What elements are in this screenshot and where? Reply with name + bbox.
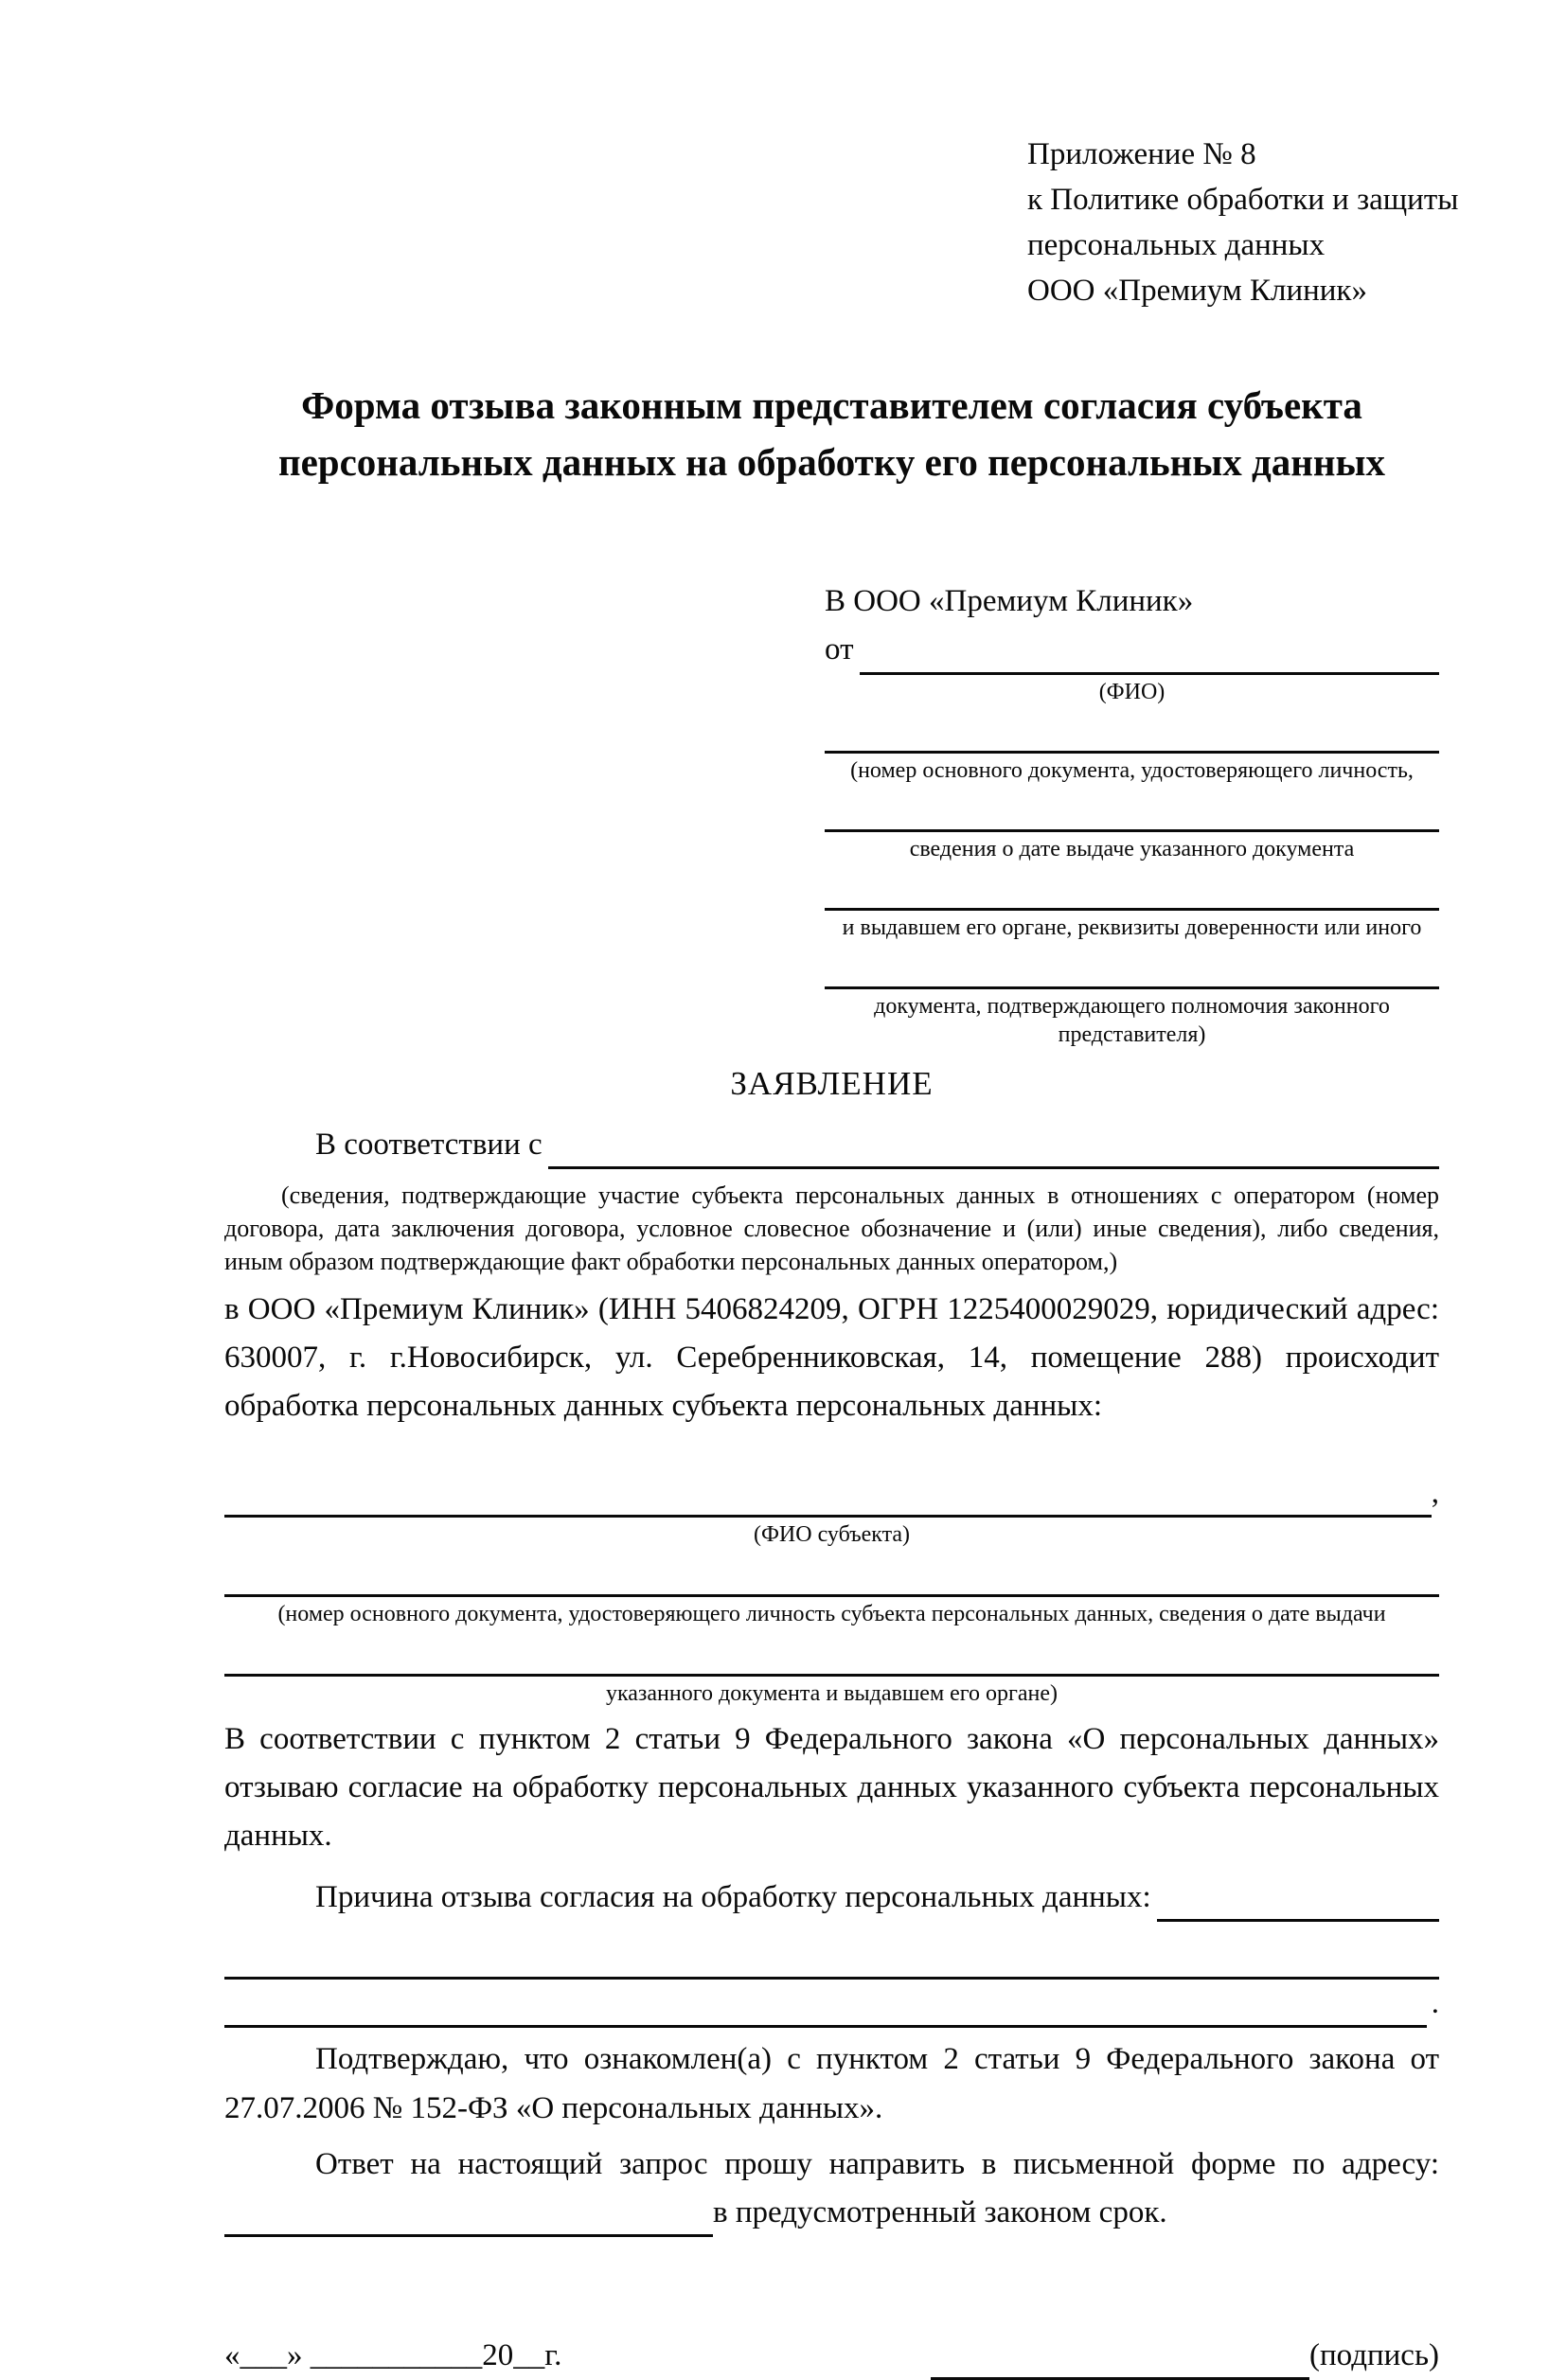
- addressee-block: [825, 577, 1439, 1048]
- subject-fio-caption: (ФИО субъекта): [753, 1521, 911, 1547]
- title-line-1: Форма отзыва законным представителем согласия субъекта: [301, 383, 1362, 428]
- subject-doc-blank-line-2: [224, 1628, 1439, 1677]
- statement-heading: ЗАЯВЛЕНИЕ: [730, 1064, 934, 1102]
- issuer-caption: и выдавшем его органе, реквизиты доверенности или иного: [842, 915, 1422, 940]
- issue-date-blank-line: [825, 785, 1439, 832]
- issuer-blank-line: [825, 863, 1439, 911]
- from-row: [825, 626, 1439, 674]
- appendix-line-number: Приложение № 8: [1027, 137, 1256, 171]
- document-title: [224, 378, 1439, 490]
- reply-address-row: [224, 2189, 1439, 2237]
- comma-suffix: ,: [1431, 1475, 1439, 1510]
- reason-label: Причина отзыва согласия на обработку персональных данных:: [315, 1880, 1151, 1915]
- reason-row: [224, 1874, 1439, 1922]
- reply-address-blank-line: [224, 2193, 713, 2237]
- withdrawal-paragraph: В соответствии с пунктом 2 статьи 9 Федерального закона «О персональных данных» отзываю согласие на обработку персональных данных указанного субъекта персональных данных.: [224, 1721, 1439, 1854]
- signature-footer: [224, 2332, 1439, 2380]
- signature-caption: (подпись): [1309, 2338, 1439, 2373]
- subject-doc-caption-1: (номер основного документа, удостоверяющего личность субъекта персональных данных, сведения о дате выдачи: [277, 1601, 1386, 1626]
- reply-deadline-text: в предусмотренный законом срок.: [713, 2194, 1167, 2229]
- reason-blank-line-1: [1157, 1919, 1439, 1922]
- representative-fio-blank-line: [860, 672, 1440, 675]
- appendix-line-company: ООО «Премиум Клиник»: [1027, 273, 1367, 308]
- reply-request-paragraph: Ответ на настоящий запрос прошу направить в письменной форме по адресу:: [315, 2146, 1439, 2181]
- subject-doc-caption-2: указанного документа и выдавшем его органе): [605, 1680, 1059, 1706]
- reason-end-row: [224, 1980, 1439, 2028]
- doc-number-caption: (номер основного документа, удостоверяющего личность,: [850, 757, 1414, 783]
- basis-blank-line: [548, 1166, 1439, 1169]
- addressee-organization: В ООО «Премиум Клиник»: [825, 584, 1194, 619]
- reason-blank-line-2: [224, 1922, 1439, 1980]
- appendix-line-policy: к Политике обработки и защиты: [1027, 182, 1459, 217]
- title-line-2: персональных данных на обработку его персональных данных: [277, 439, 1386, 484]
- doc-number-blank-line: [825, 706, 1439, 754]
- authority-caption: документа, подтверждающего полномочия законного представителя): [874, 993, 1390, 1047]
- fio-caption: (ФИО): [1098, 679, 1166, 704]
- issue-date-caption: сведения о дате выдаче указанного документа: [909, 836, 1355, 861]
- from-label: от: [825, 632, 854, 667]
- appendix-block: [1027, 133, 1459, 313]
- appendix-line-personal-data: персональных данных: [1027, 227, 1326, 262]
- signature-blank-line: [931, 2339, 1309, 2380]
- basis-note: (сведения, подтверждающие участие субъекта персональных данных в отношениях с оператором (номер договора, дата заключения договора, условное словесное обозначение и (или) иные сведения), либо сведения, иным образом подтверждающие факт обработки персональных данных оператором,): [224, 1181, 1439, 1276]
- subject-fio-blank-line: [224, 1477, 1432, 1518]
- subject-fio-row: [224, 1469, 1439, 1518]
- basis-label: В соответствии с: [315, 1127, 543, 1162]
- reason-blank-line-3: [224, 1985, 1427, 2028]
- date-line: «___» ___________20__г.: [224, 2338, 562, 2373]
- period-suffix: .: [1431, 1986, 1439, 2021]
- confirmation-paragraph: Подтверждаю, что ознакомлен(а) с пунктом 2 статьи 9 Федерального закона от 27.07.2006 № 152-ФЗ «О персональных данных».: [224, 2042, 1439, 2125]
- operator-paragraph: в ООО «Премиум Клиник» (ИНН 5406824209, ОГРН 1225400029029, юридический адрес: 630007, г. г.Новосибирск, ул. Серебренниковская, 14, помещение 288) происходит обработка персональных данных субъекта персональных данных:: [224, 1292, 1439, 1424]
- signature-group: [931, 2332, 1439, 2380]
- basis-row: [224, 1121, 1439, 1169]
- authority-blank-line: [825, 942, 1439, 989]
- subject-doc-blank-line-1: [224, 1549, 1439, 1597]
